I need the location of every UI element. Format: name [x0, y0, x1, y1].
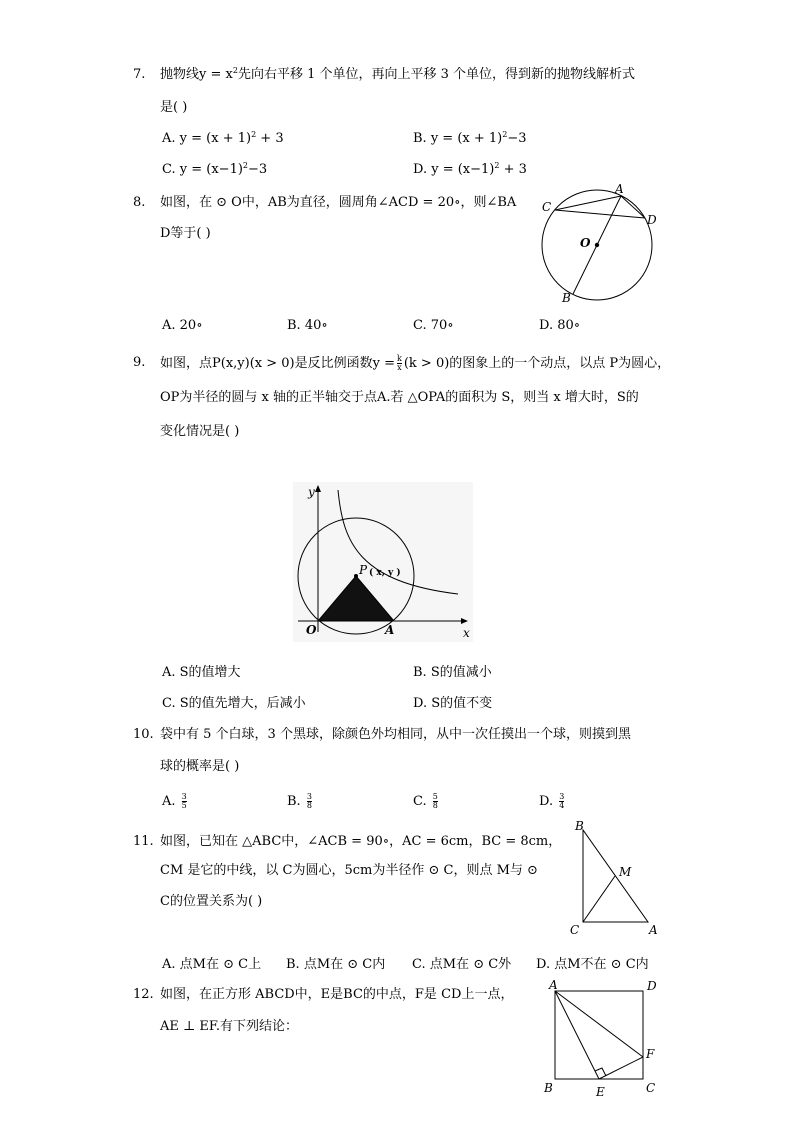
option-b[interactable]	[287, 793, 314, 810]
question-stem-line2: OP为半径的圆与 x 轴的正半轴交于点A.若 △OPA的面积为 S，则当 x 增大时，S的	[160, 390, 639, 405]
option-a[interactable]	[162, 793, 189, 810]
chord-cd	[555, 210, 645, 218]
option-c[interactable]: C. 点M在 ⊙ C外	[412, 957, 512, 972]
question-stem	[160, 67, 635, 83]
segment-ae	[555, 991, 599, 1079]
question-stem: 如图，在 ⊙ O中，AB为直径，圆周角∠ACD = 20∘，则∠BA	[160, 195, 517, 210]
square-abcd	[555, 991, 643, 1079]
question-stem-line3: 变化情况是( )	[160, 424, 240, 439]
option-c[interactable]	[162, 162, 267, 178]
option-c[interactable]	[413, 793, 440, 810]
option-exponent: 2	[242, 161, 248, 170]
option-text: y = (x + 1)	[179, 131, 252, 146]
stem-exponent: 2	[232, 66, 238, 75]
option-d[interactable]	[413, 162, 527, 178]
option-label: C.	[162, 162, 176, 177]
label-d: D	[647, 213, 657, 227]
center-point	[595, 243, 599, 247]
label-o: O	[580, 236, 591, 250]
option-d[interactable]: D. 点M不在 ⊙ C内	[536, 957, 649, 972]
option-exponent: 2	[502, 130, 508, 139]
option-label: B.	[413, 131, 427, 146]
fraction-numerator: k	[396, 354, 402, 363]
option-label: D.	[413, 162, 428, 177]
label-a: A	[385, 623, 395, 637]
segment-af	[555, 991, 643, 1057]
question-number: 8.	[133, 195, 146, 210]
option-b[interactable]: B. 点M在 ⊙ C内	[286, 957, 386, 972]
option-exponent: 2	[251, 130, 257, 139]
label-o: O	[306, 623, 317, 637]
median-cm	[583, 876, 615, 922]
option-text: y = (x + 1)	[430, 131, 503, 146]
label-c: C	[542, 200, 552, 214]
label-a: A	[615, 182, 624, 196]
option-text: y = (x−1)	[179, 162, 243, 177]
label-c: C	[646, 1081, 656, 1095]
fraction-denominator: 5	[181, 801, 187, 810]
option-label: C.	[413, 794, 427, 809]
triangle-diagram	[565, 818, 665, 940]
question-number: 9.	[133, 355, 146, 370]
label-b: B	[575, 819, 584, 833]
option-c[interactable]: C. 70∘	[413, 318, 454, 333]
fraction-numerator: 3	[306, 792, 312, 801]
fraction-denominator: 8	[432, 801, 438, 810]
fraction-numerator: 5	[432, 792, 438, 801]
label-b: B	[544, 1081, 553, 1095]
option-fraction	[307, 793, 312, 810]
fraction-denominator: 4	[559, 801, 565, 810]
label-p-coords: ( x, y )	[369, 568, 401, 578]
option-label: A.	[162, 131, 176, 146]
question-stem: 袋中有 5 个白球，3 个黑球，除颜色外均相同，从中一次任摸出一个球，则摸到黑	[160, 727, 631, 742]
label-a: A	[649, 923, 658, 937]
stem-text: 如图，点P(x,y)(x > 0)是反比例函数y =	[160, 356, 395, 371]
option-b[interactable]: B. S的值减小	[413, 665, 492, 680]
option-d[interactable]	[539, 793, 566, 810]
option-text: −3	[507, 131, 527, 146]
question-stem: 如图，在正方形 ABCD中，E是BC的中点，F是 CD上一点，	[160, 987, 514, 1002]
question-stem-line2: D等于( )	[160, 226, 211, 241]
label-e: E	[596, 1085, 605, 1099]
coordinate-figure	[293, 482, 473, 642]
question-stem: 如图，已知在 △ABC中，∠ACB = 90∘，AC = 6cm，BC = 8cm，	[160, 834, 562, 849]
fraction-denominator: x	[397, 363, 402, 372]
label-d: D	[647, 979, 657, 993]
option-fraction	[433, 793, 438, 810]
fraction-numerator: 3	[559, 792, 565, 801]
option-a[interactable]: A. 20∘	[162, 318, 203, 333]
option-a[interactable]: A. 点M在 ⊙ C上	[162, 957, 262, 972]
fraction-k-over-x	[397, 355, 402, 372]
option-label: B.	[287, 794, 301, 809]
option-text: −3	[248, 162, 268, 177]
question-number: 10.	[133, 727, 154, 742]
option-b[interactable]: B. 40∘	[287, 318, 328, 333]
option-a[interactable]	[162, 131, 284, 147]
point-p	[354, 574, 358, 578]
square-diagram	[540, 975, 665, 1100]
option-text: + 3	[256, 131, 284, 146]
option-b[interactable]	[413, 131, 527, 147]
stem-text: 先向右平移 1 个单位，再向上平移 3 个单位，得到新的抛物线解析式	[237, 67, 636, 82]
label-f: F	[646, 1047, 655, 1061]
question-stem-line3: C的位置关系为( )	[160, 894, 263, 909]
option-a[interactable]: A. S的值增大	[162, 665, 241, 680]
option-text: y = (x−1)	[431, 162, 495, 177]
option-exponent: 2	[494, 161, 500, 170]
question-stem-line2: 球的概率是( )	[160, 759, 240, 774]
circle-diagram	[530, 182, 665, 307]
option-d[interactable]: D. 80∘	[539, 318, 581, 333]
fraction-denominator: 8	[306, 801, 312, 810]
option-d[interactable]: D. S的值不变	[413, 696, 493, 711]
label-b: B	[562, 291, 571, 305]
option-label: A.	[162, 794, 176, 809]
label-c: C	[570, 923, 580, 937]
option-fraction	[559, 793, 564, 810]
question-stem-line2: AE ⊥ EF.有下列结论：	[160, 1019, 298, 1034]
label-x: x	[463, 626, 470, 640]
chord-ad	[621, 196, 645, 218]
stem-text: 抛物线y = x	[160, 67, 233, 82]
label-m: M	[619, 865, 632, 879]
question-number: 7.	[133, 67, 146, 82]
question-stem	[160, 355, 670, 372]
option-fraction	[182, 793, 187, 810]
label-p: P	[359, 563, 368, 577]
question-stem-line2: 是( )	[160, 100, 188, 115]
label-y: y	[308, 485, 315, 499]
question-number: 11.	[133, 834, 154, 849]
option-label: D.	[539, 794, 554, 809]
option-text: + 3	[499, 162, 527, 177]
option-c[interactable]: C. S的值先增大，后减小	[162, 696, 306, 711]
chord-ca	[555, 196, 621, 210]
stem-text: (k > 0)的图象上的一个动点，以点 P为圆心，	[403, 356, 671, 371]
question-number: 12.	[133, 987, 154, 1002]
fraction-numerator: 3	[181, 792, 187, 801]
label-a: A	[549, 978, 558, 992]
question-stem-line2: CM 是它的中线，以 C为圆心，5cm为半径作 ⊙ C，则点 M与 ⊙	[160, 863, 538, 878]
